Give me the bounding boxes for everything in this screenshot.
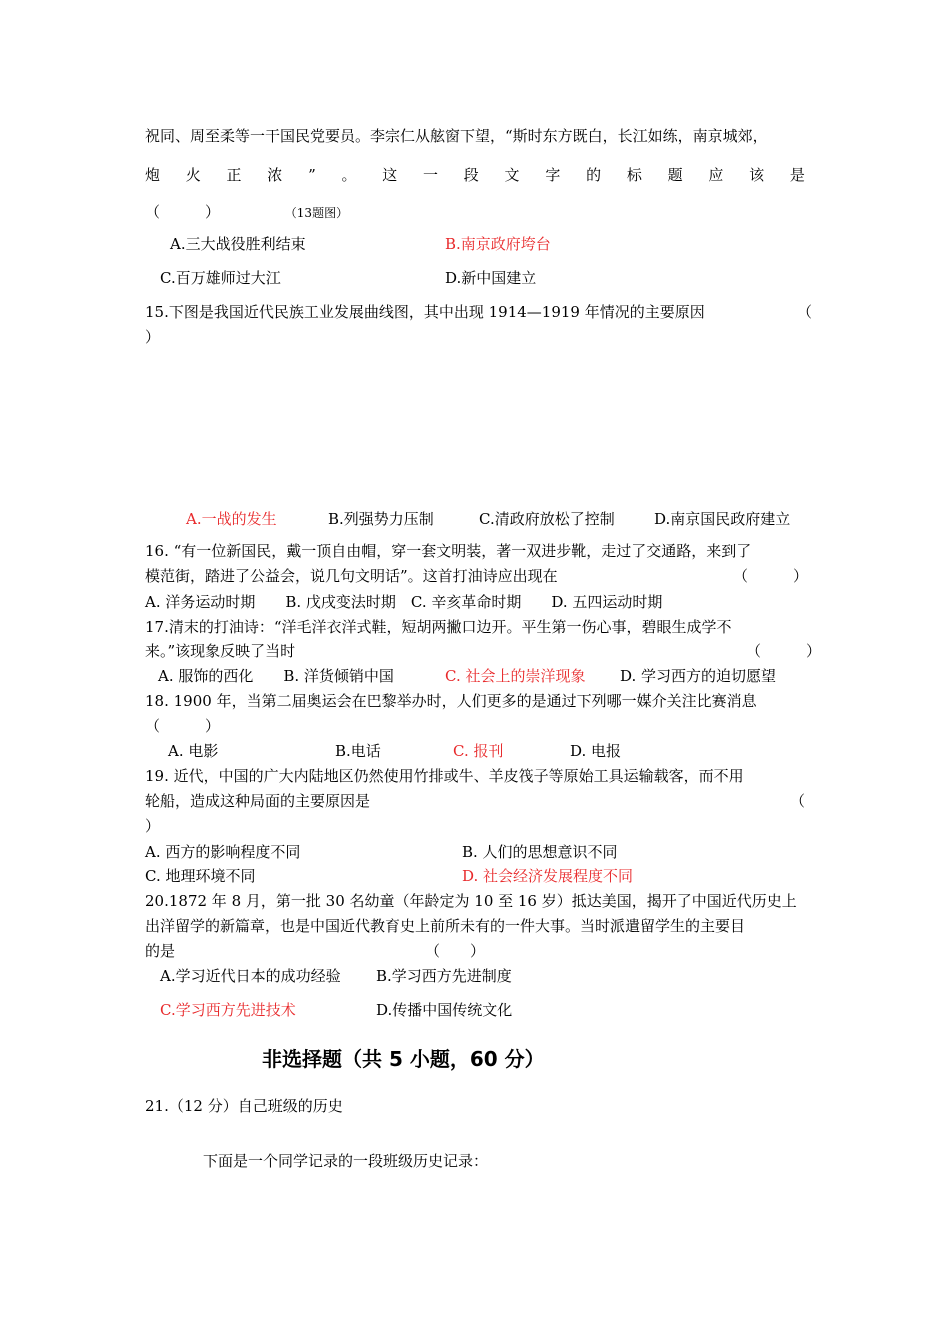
q14-line-2-char: 这 (382, 166, 398, 184)
q20-option-a: A.学习近代日本的成功经验 (160, 967, 341, 985)
q19-option-c: C. 地理环境不同 (145, 867, 256, 885)
q14-option-d: D.新中国建立 (445, 269, 537, 287)
q18-line-1: 18. 1900 年，当第二届奥运会在巴黎举办时，人们更多的是通过下列哪一媒介关注比赛消息 (145, 692, 757, 710)
q14-option-a: A.三大战役胜利结束 (170, 235, 306, 253)
q15-stem: 15.下图是我国近代民族工业发展曲线图，其中出现 1914—1919 年情况的主要原因 (145, 303, 705, 321)
q18-option-c: C. 报刊 (453, 742, 504, 760)
q18-option-a: A. 电影 (168, 742, 219, 760)
q14-line-1: 祝同、周至柔等一干国民党要员。李宗仁从舷窗下望，“斯时东方既白，长江如练，南京城郊， (145, 127, 768, 145)
q18-option-d: D. 电报 (570, 742, 622, 760)
q14-option-c: C.百万雄师过大江 (160, 269, 281, 287)
q15-option-b: B.列强势力压制 (328, 510, 434, 528)
q20-option-b: B.学习西方先进制度 (376, 967, 512, 985)
q14-line-2-char: ” (308, 166, 316, 184)
q14-line-2-char: 应 (708, 166, 724, 184)
q16-line-1: 16. “有一位新国民，戴一顶自由帽，穿一套文明装，著一双进步靴，走过了交通路，来到了 (145, 542, 752, 560)
q18-answer-paren: （ ） (145, 717, 221, 735)
q20-answer-paren: （ ） (425, 942, 486, 960)
q21-title: 21.（12 分）自己班级的历史 (145, 1097, 343, 1115)
q15-paren-open: （ (797, 303, 813, 321)
q15-option-c: C.清政府放松了控制 (479, 510, 615, 528)
q16-line-2: 模范街，踏进了公益会，说几句文明话”。这首打油诗应出现在 (145, 567, 558, 585)
q14-paren-row (145, 202, 348, 223)
q19-line-2: 轮船，造成这种局面的主要原因是 (145, 792, 371, 810)
q19-option-d: D. 社会经济发展程度不同 (462, 867, 634, 885)
q20-line-1: 20.1872 年 8 月，第一批 30 名幼童（年龄定为 10 至 16 岁）抵达美国，揭开了中国近代历史上 (145, 892, 797, 910)
q17-answer-paren: （ ） (746, 642, 822, 660)
q14-option-b: B.南京政府垮台 (445, 235, 551, 253)
q17-line-1: 17.清末的打油诗：“洋毛洋衣洋式鞋，短胡两撇口边开。平生第一伤心事，碧眼生成学不 (145, 618, 732, 636)
q19-paren-close: ） (145, 817, 161, 835)
q14-line-2-char: 该 (749, 166, 765, 184)
q19-option-b: B. 人们的思想意识不同 (462, 843, 618, 861)
q17-option-c: C. 社会上的崇洋现象 (445, 667, 586, 685)
q14-figure-note: （13题图） (284, 206, 349, 220)
q14-answer-paren: （ ） (145, 203, 221, 221)
q14-line-2-char: 炮 (145, 166, 161, 184)
q16-options: A. 洋务运动时期 B. 戊戌变法时期 C. 辛亥革命时期 D. 五四运动时期 (145, 593, 663, 611)
q15-option-a: A.一战的发生 (186, 510, 277, 528)
q18-option-b: B.电话 (335, 742, 381, 760)
q20-line-2: 出洋留学的新篇章，也是中国近代教育史上前所未有的一件大事。当时派遣留学生的主要目 (145, 917, 746, 935)
q14-line-2-char: 一 (423, 166, 439, 184)
q16-answer-paren: （ ） (733, 567, 809, 585)
q14-line-2-char: 的 (586, 166, 602, 184)
q21-intro: 下面是一个同学记录的一段班级历史记录： (203, 1152, 489, 1170)
q14-line-2-char: 题 (667, 166, 683, 184)
q20-line-3: 的是 (145, 942, 176, 960)
q19-line-1: 19. 近代，中国的广大内陆地区仍然使用竹排或牛、羊皮筏子等原始工具运输载客，而不用 (145, 767, 744, 785)
q14-line-2-char: 字 (545, 166, 561, 184)
q14-line-2-char: 正 (226, 166, 242, 184)
section-heading: 非选择题（共 5 小题，60 分） (262, 1047, 545, 1071)
q15-paren-close: ） (145, 328, 161, 346)
q14-line-2-char: 段 (463, 166, 479, 184)
q14-line-2 (145, 165, 805, 185)
q20-option-c: C.学习西方先进技术 (160, 1001, 296, 1019)
q19-option-a: A. 西方的影响程度不同 (145, 843, 301, 861)
q17-options-ab: A. 服饰的西化 B. 洋货倾销中国 (158, 667, 394, 685)
q14-line-2-char: 文 (504, 166, 520, 184)
q14-line-2-char: 火 (185, 166, 201, 184)
q14-line-2-char: 标 (626, 166, 642, 184)
q14-line-2-char: 是 (789, 166, 805, 184)
q19-paren-open: （ (790, 792, 806, 810)
q15-option-d: D.南京国民政府建立 (654, 510, 791, 528)
q14-line-2-char: 。 (341, 166, 357, 184)
q20-option-d: D.传播中国传统文化 (376, 1001, 513, 1019)
q14-line-2-char: 浓 (267, 166, 283, 184)
q17-line-2: 来。”该现象反映了当时 (145, 642, 296, 660)
q17-option-d: D. 学习西方的迫切愿望 (620, 667, 777, 685)
